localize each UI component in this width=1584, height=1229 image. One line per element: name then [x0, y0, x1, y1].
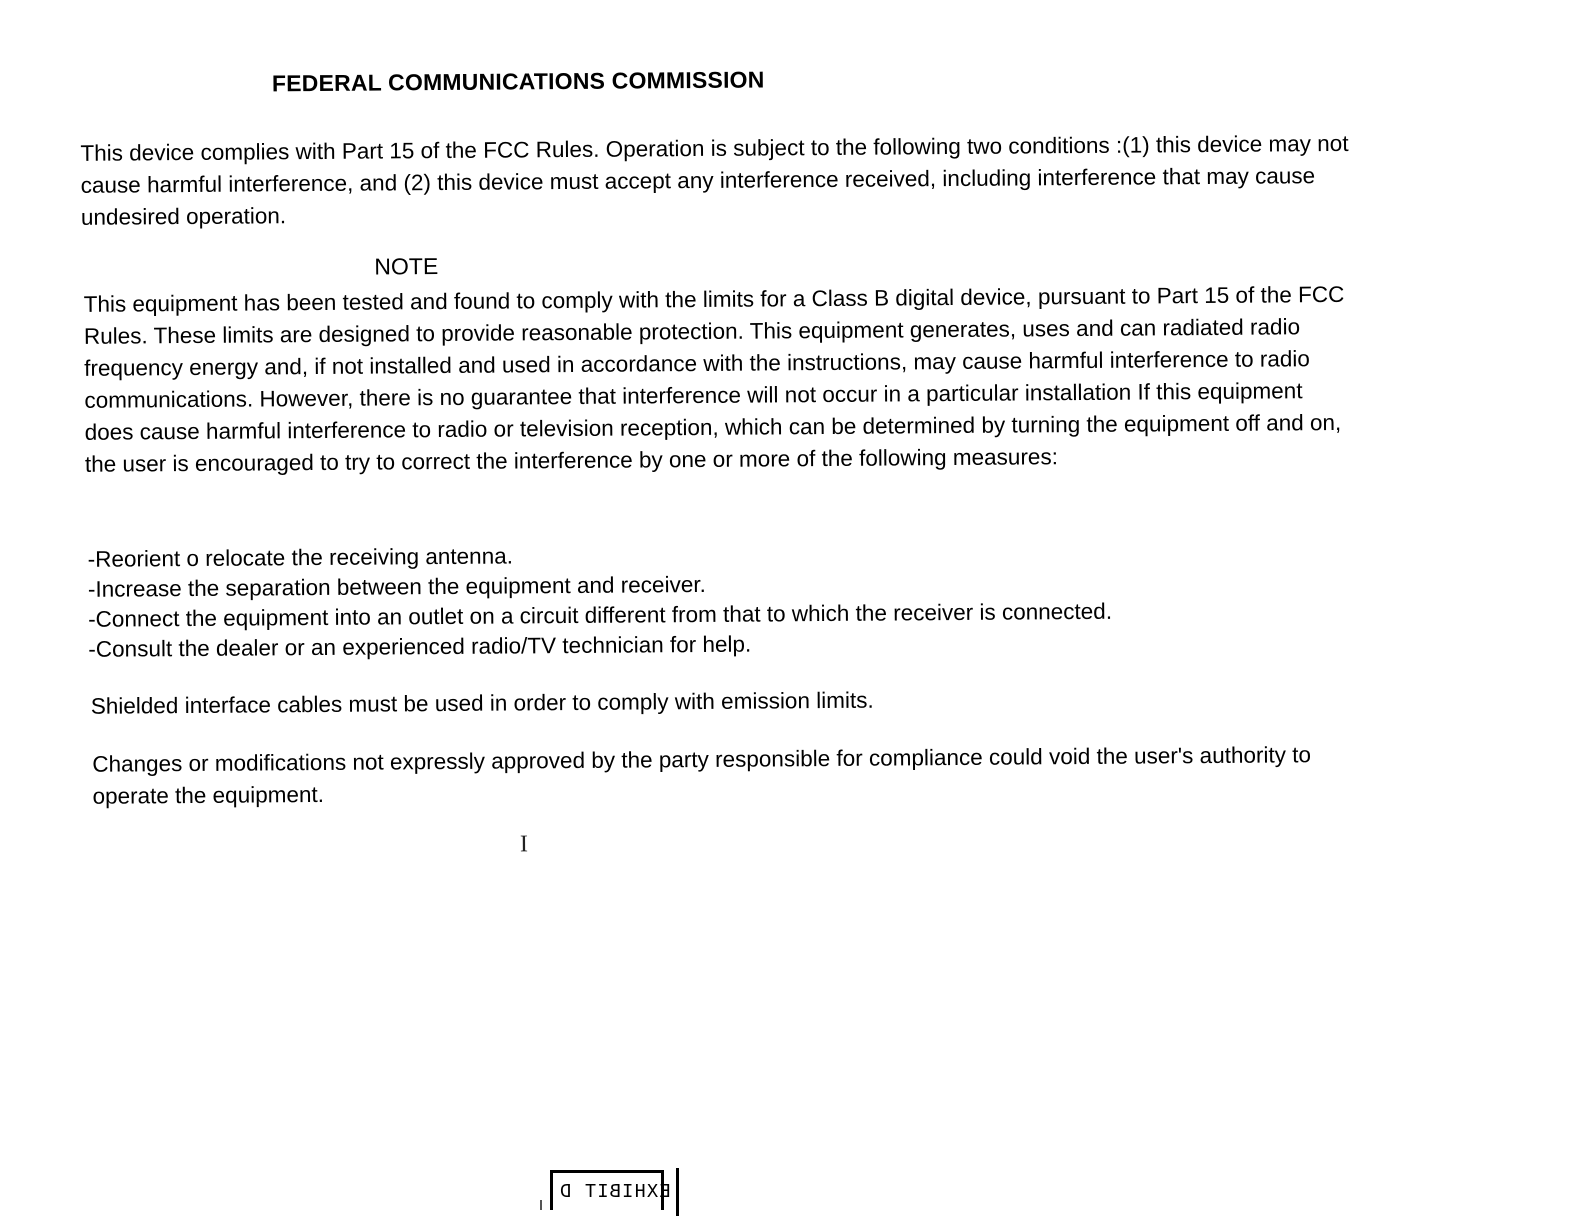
measure-item: -Increase the separation between the equipment and receiver.	[87, 571, 706, 602]
measure-item: -Connect the equipment into an outlet on a circuit different from that to which the receiver is connected.	[88, 598, 1113, 632]
note-heading: NOTE	[374, 253, 439, 280]
measure-item: -Consult the dealer or an experienced radio/TV technician for help.	[88, 631, 752, 662]
exhibit-side-bar	[676, 1168, 679, 1216]
shielded-cables-paragraph: Shielded interface cables must be used in order to comply with emission limits.	[90, 687, 874, 719]
text-cursor-mark: I	[519, 831, 529, 858]
exhibit-stamp	[550, 1170, 671, 1210]
measures-list	[88, 537, 1113, 665]
scan-mark	[540, 1200, 542, 1210]
changes-warning-paragraph: Changes or modifications not expressly approved by the party responsible for compliance could void the user's authority to operate the equipment.	[92, 742, 1312, 809]
measure-item: -Reorient o relocate the receiving antenna.	[87, 543, 514, 572]
note-paragraph: This equipment has been tested and found to comply with the limits for a Class B digital device, pursuant to Part 15 of the FCC Rules. These limits are designed to provide reasonable protection. This equipment generates, uses and can radiated radio frequency energy and, if not installed and used in accordance with the instructions, may cause harmful interference to radio communications. However, there is no guarantee that interference will not occur in a particular installation If this equipment does cause harmful interference to radio or television reception, which can be determined by turning the equipment off and on, the user is encouraged to try to correct the interference by one or more of the following measures:	[83, 281, 1345, 477]
document-title: FEDERAL COMMUNICATIONS COMMISSION	[271, 66, 765, 97]
compliance-paragraph: This device complies with Part 15 of the FCC Rules. Operation is subject to the following two conditions :(1) this device may not cause harmful interference, and (2) this device must accept any interference received, including interference that may cause undesired operation.	[80, 130, 1349, 230]
exhibit-label: EXHIBIT D	[559, 1181, 671, 1203]
